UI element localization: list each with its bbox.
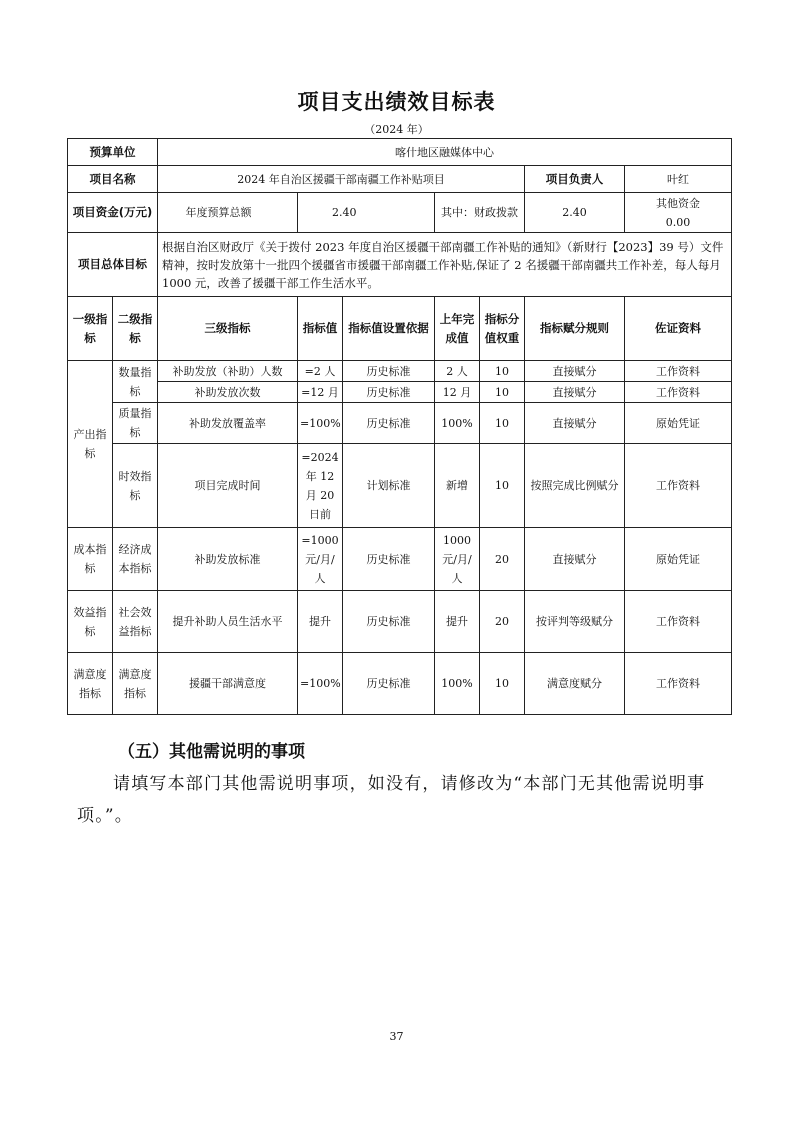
evidence-cell: 原始凭证 bbox=[625, 528, 732, 591]
budget-unit-row bbox=[68, 139, 732, 166]
basis-cell: 历史标准 bbox=[343, 653, 435, 715]
level3-cell: 补助发放覆盖率 bbox=[158, 403, 298, 444]
level1-output: 产出指标 bbox=[68, 361, 113, 528]
weight-cell: 20 bbox=[480, 528, 525, 591]
last-year-cell: 新增 bbox=[435, 444, 480, 528]
project-name-row bbox=[68, 166, 732, 193]
page-title: 项目支出绩效目标表 bbox=[297, 90, 496, 114]
fiscal-label: 其中：财政拨款 bbox=[435, 193, 525, 233]
page-number: 37 bbox=[389, 1030, 404, 1043]
level2-cell: 满意度指标 bbox=[113, 653, 158, 715]
weight-cell: 10 bbox=[480, 444, 525, 528]
rule-cell: 满意度赋分 bbox=[525, 653, 625, 715]
goal-row bbox=[68, 233, 732, 297]
rule-cell: 直接赋分 bbox=[525, 528, 625, 591]
value-cell: =100% bbox=[298, 403, 343, 444]
level2-cell: 时效指标 bbox=[113, 444, 158, 528]
goal-label: 项目总体目标 bbox=[68, 233, 158, 297]
header-level2: 二级指标 bbox=[113, 297, 158, 361]
header-last-year: 上年完成值 bbox=[435, 297, 480, 361]
section-heading: （五）其他需说明的事项 bbox=[118, 742, 305, 762]
rule-cell: 直接赋分 bbox=[525, 361, 625, 382]
last-year-cell: 12 月 bbox=[435, 382, 480, 403]
header-rule: 指标赋分规则 bbox=[525, 297, 625, 361]
section-paragraph: 请填写本部门其他需说明事项，如没有，请修改为“本部门无其他需说明事项。”。 bbox=[77, 774, 706, 826]
table-row bbox=[68, 403, 732, 444]
level3-cell: 提升补助人员生活水平 bbox=[158, 591, 298, 653]
budget-unit-value: 喀什地区融媒体中心 bbox=[158, 139, 732, 166]
last-year-cell: 2 人 bbox=[435, 361, 480, 382]
level3-cell: 补助发放次数 bbox=[158, 382, 298, 403]
table-row bbox=[68, 528, 732, 591]
header-level1: 一级指标 bbox=[68, 297, 113, 361]
basis-cell: 计划标准 bbox=[343, 444, 435, 528]
evidence-cell: 工作资料 bbox=[625, 444, 732, 528]
header-row bbox=[68, 297, 732, 361]
fiscal-value: 2.40 bbox=[525, 193, 625, 233]
basis-cell: 历史标准 bbox=[343, 382, 435, 403]
rule-cell: 按评判等级赋分 bbox=[525, 591, 625, 653]
evidence-cell: 工作资料 bbox=[625, 653, 732, 715]
year-label: （2024 年） bbox=[364, 123, 429, 136]
other-funds-label: 其他资金 bbox=[656, 196, 701, 210]
value-cell: =2024 年 12 月 20 日前 bbox=[298, 444, 343, 528]
rule-cell: 直接赋分 bbox=[525, 403, 625, 444]
project-name-label: 项目名称 bbox=[68, 166, 158, 193]
level1-cost: 成本指标 bbox=[68, 528, 113, 591]
weight-cell: 10 bbox=[480, 382, 525, 403]
value-cell: =12 月 bbox=[298, 382, 343, 403]
table-row bbox=[68, 444, 732, 528]
value-cell: =1000 元/月/人 bbox=[298, 528, 343, 591]
table-row bbox=[68, 653, 732, 715]
evidence-cell: 工作资料 bbox=[625, 591, 732, 653]
level2-cell: 数量指标 bbox=[113, 361, 158, 403]
table-row bbox=[68, 361, 732, 382]
project-leader-label: 项目负责人 bbox=[525, 166, 625, 193]
project-name-value: 2024 年自治区援疆干部南疆工作补贴项目 bbox=[158, 166, 525, 193]
annual-budget-label: 年度预算总额 bbox=[158, 193, 298, 233]
header-basis: 指标值设置依据 bbox=[343, 297, 435, 361]
rule-cell: 按照完成比例赋分 bbox=[525, 444, 625, 528]
evidence-cell: 工作资料 bbox=[625, 361, 732, 382]
table-row bbox=[68, 382, 732, 403]
header-value: 指标值 bbox=[298, 297, 343, 361]
basis-cell: 历史标准 bbox=[343, 361, 435, 382]
annual-budget-value: 2.40 bbox=[298, 193, 435, 233]
other-funds-value: 0.00 bbox=[665, 215, 691, 229]
last-year-cell: 1000 元/月/人 bbox=[435, 528, 480, 591]
basis-cell: 历史标准 bbox=[343, 528, 435, 591]
value-cell: 提升 bbox=[298, 591, 343, 653]
level1-satisfaction: 满意度指标 bbox=[68, 653, 113, 715]
other-funds-label-value bbox=[625, 193, 732, 233]
weight-cell: 10 bbox=[480, 361, 525, 382]
budget-unit-label: 预算单位 bbox=[68, 139, 158, 166]
weight-cell: 10 bbox=[480, 653, 525, 715]
weight-cell: 20 bbox=[480, 591, 525, 653]
rule-cell: 直接赋分 bbox=[525, 382, 625, 403]
header-weight: 指标分值权重 bbox=[480, 297, 525, 361]
weight-cell: 10 bbox=[480, 403, 525, 444]
evidence-cell: 工作资料 bbox=[625, 382, 732, 403]
header-evidence: 佐证资料 bbox=[625, 297, 732, 361]
goal-text: 根据自治区财政厅《关于拨付 2023 年度自治区援疆干部南疆工作补贴的通知》（新财行【2023】39 号）文件精神，按时发放第十一批四个援疆省市援疆干部南疆工作补贴,保证了 2 名援疆干部南疆共工作补差，每人每月 1000 元，改善了援疆干部工作生活水平。 bbox=[158, 233, 732, 297]
last-year-cell: 100% bbox=[435, 403, 480, 444]
basis-cell: 历史标准 bbox=[343, 403, 435, 444]
last-year-cell: 100% bbox=[435, 653, 480, 715]
table-row bbox=[68, 591, 732, 653]
level3-cell: 项目完成时间 bbox=[158, 444, 298, 528]
header-level3: 三级指标 bbox=[158, 297, 298, 361]
performance-table bbox=[67, 138, 732, 715]
evidence-cell: 原始凭证 bbox=[625, 403, 732, 444]
funds-row bbox=[68, 193, 732, 233]
last-year-cell: 提升 bbox=[435, 591, 480, 653]
level2-cell: 社会效益指标 bbox=[113, 591, 158, 653]
value-cell: =100% bbox=[298, 653, 343, 715]
level2-cell: 质量指标 bbox=[113, 403, 158, 444]
level3-cell: 补助发放标准 bbox=[158, 528, 298, 591]
value-cell: =2 人 bbox=[298, 361, 343, 382]
project-leader-value: 叶红 bbox=[625, 166, 732, 193]
level3-cell: 援疆干部满意度 bbox=[158, 653, 298, 715]
level2-cell: 经济成本指标 bbox=[113, 528, 158, 591]
basis-cell: 历史标准 bbox=[343, 591, 435, 653]
level1-benefit: 效益指标 bbox=[68, 591, 113, 653]
level3-cell: 补助发放（补助）人数 bbox=[158, 361, 298, 382]
funds-label: 项目资金(万元) bbox=[68, 193, 158, 233]
